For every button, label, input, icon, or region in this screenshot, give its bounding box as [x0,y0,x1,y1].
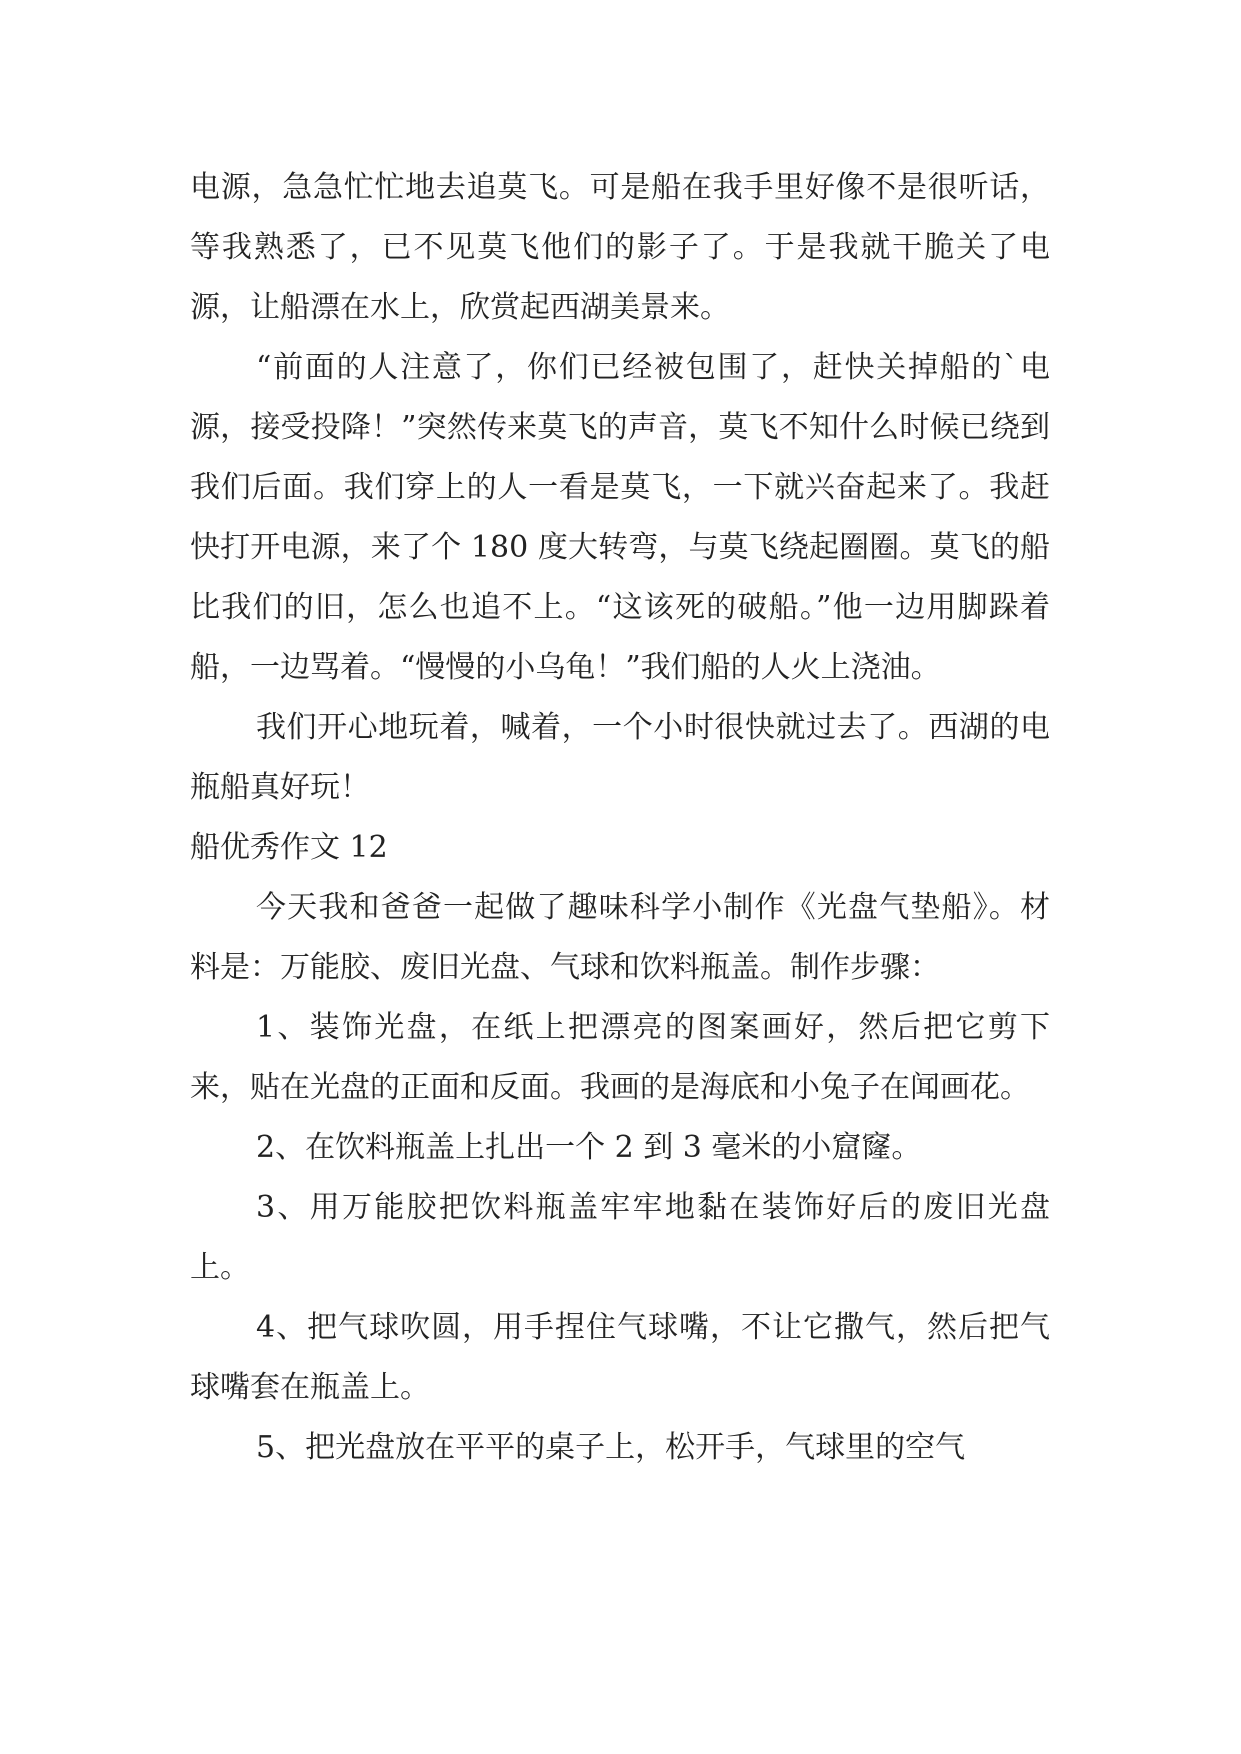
paragraph-7: 3、用万能胶把饮料瓶盖牢牢地黏在装饰好后的废旧光盘上。 [190,1190,1050,1285]
paragraph-4: 今天我和爸爸一起做了趣味科学小制作《光盘气垫船》。材料是：万能胶、废旧光盘、气球和饮料瓶盖。制作步骤： [190,890,1050,985]
paragraph-2: “前面的人注意了，你们已经被包围了，赶快关掉船的`电源，接受投降！”突然传来莫飞的声音，莫飞不知什么时候已绕到我们后面。我们穿上的人一看是莫飞，一下就兴奋起来了。我赶快打开电源，来了个 180 度大转弯，与莫飞绕起圈圈。莫飞的船比我们的旧，怎么也追不上。“这该死的破船。”他一边用脚跺着船，一边骂着。“慢慢的小乌龟！”我们船的人火上浇油。 [190,350,1050,685]
article-body [190,158,1050,1478]
paragraph-8: 4、把气球吹圆，用手捏住气球嘴，不让它撒气，然后把气球嘴套在瓶盖上。 [190,1310,1050,1405]
section-heading: 船优秀作文 12 [190,830,388,865]
paragraph-3: 我们开心地玩着，喊着，一个小时很快就过去了。西湖的电瓶船真好玩！ [190,710,1050,805]
paragraph-6: 2、在饮料瓶盖上扎出一个 2 到 3 毫米的小窟窿。 [256,1130,922,1165]
paragraph-1: 电源，急急忙忙地去追莫飞。可是船在我手里好像不是很听话，等我熟悉了，已不见莫飞他们的影子了。于是我就干脆关了电源，让船漂在水上，欣赏起西湖美景来。 [190,170,1050,325]
paragraph-5: 1、装饰光盘，在纸上把漂亮的图案画好，然后把它剪下来，贴在光盘的正面和反面。我画的是海底和小兔子在闻画花。 [190,1010,1050,1105]
paragraph-9: 5、把光盘放在平平的桌子上，松开手，气球里的空气 [256,1430,966,1465]
